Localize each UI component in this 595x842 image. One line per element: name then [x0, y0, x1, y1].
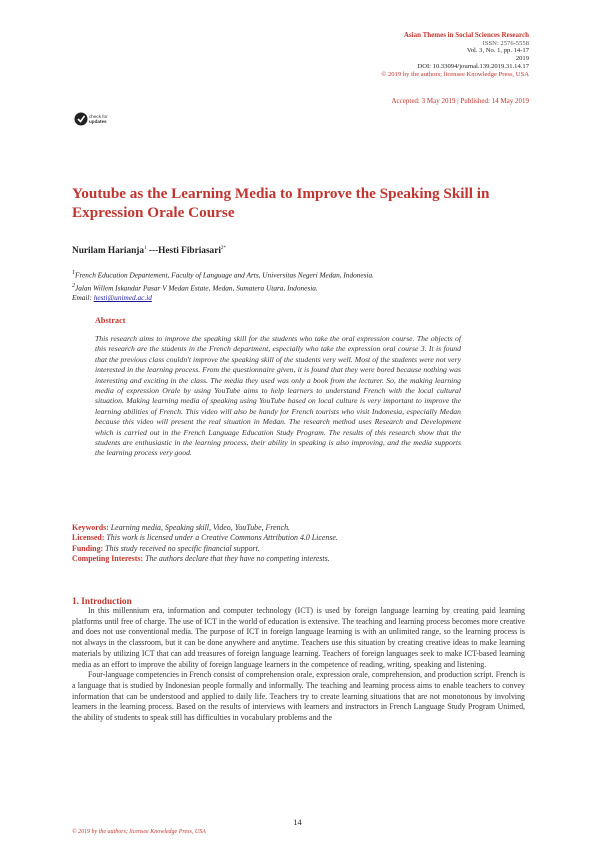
author-1: Nurilam Harianja [72, 246, 145, 257]
journal-copyright: © 2019 by the authors; licensee Knowledge Press, USA [381, 70, 529, 78]
affiliation-1: $^1$French Education Departement, Faculty of Language and Arts, Universitas Negeri Medan, Indonesia. [72, 270, 374, 280]
paper-title: Youtube as the Learning Media to Improve the Speaking Skill in Expression Orale Course [72, 185, 490, 221]
author-2-sup: 2* [220, 246, 226, 251]
licensed-line [72, 533, 532, 543]
journal-doi[interactable]: DOI: 10.33094/journal.139.2019.31.14.17 [417, 62, 529, 70]
section-body [72, 606, 525, 724]
page-number: 14 [293, 818, 302, 827]
keywords-value: Learning media, Speaking skill, Video, YouTube, French. [110, 523, 290, 532]
journal-issn: ISSN: 2576-5558 [482, 39, 529, 47]
article-meta [72, 523, 532, 564]
email-line [72, 293, 374, 303]
author-1-sup: 1 [144, 246, 147, 251]
journal-volume: Vol. 3, No. 1, pp. 14-17 [466, 47, 529, 55]
journal-header [381, 32, 529, 78]
crossmark-icon [74, 110, 110, 128]
funding-label: Funding: [72, 543, 106, 553]
publication-dates: Accepted: 3 May 2019 | Published: 14 May 2019 [391, 97, 529, 105]
keywords-line [72, 523, 532, 533]
footer-copyright: © 2019 by the authors; licensee Knowledge Press, USA [72, 829, 206, 835]
paragraph-1: In this millennium era, information and computer technology (ICT) is used by foreign language learning by creating paid learning platforms until free of charge. The use of ICT in the world of education is extensive. The teaching and learning process becomes more creative and does not use conventional media. The purpose of ICT in foreign language learning is with an unlimited range, so the learning process is not always in the classroom, but it can be done anywhere and anytime. Teachers use this situation by creating creative ideas to make learning materials by utilizing ICT that can add treasures of foreign language learning. Teachers of foreign languages seek to make ICT-based learning media as an effort to improve the ability of foreign language learners in the competence of reading, writing, speaking and listening. [72, 606, 525, 669]
licensed-label: Licensed: [72, 533, 107, 543]
keywords-label: Keywords: [72, 523, 111, 532]
journal-name: Asian Themes in Social Sciences Research [403, 31, 529, 39]
author-separator: --- [146, 246, 159, 257]
crossmark-badge[interactable] [74, 110, 110, 128]
email-link[interactable]: hesti@unimed.ac.id [93, 293, 152, 303]
interests-line [72, 554, 532, 564]
email-label: Email: [72, 293, 94, 303]
affiliations [72, 268, 374, 303]
abstract-text: This research aims to improve the speaking skill for the students who take the oral expression course. The objects of this research are the students in the French department, especially who take the expression oral course 3. It is found that the previous class couldn't improve the speaking skill of the students very well. Most of the students were not very interested in the learning process. From the questionnaire given, it is found that they were bored because nothing was interesting and exciting in the class. The media they used was only a book from the lecturer. So, the making learning media of expression Orale by using YouTube aims to help learners to understand French with the local cultural situation. Making learning media of speaking using YouTube based on local culture is very important to improve the learning abilities of French. This video will also be handy for French tourists who visit Indonesia, especially Medan because this video will present the real situation in Medan. The research method uses Research and Development which is carried out in the French Language Education Study Program. The results of this research show that the students are enthusiastic in the learning process, their ability in speaking is also improving, and the media supports the learning process very good. [95, 334, 461, 458]
interests-label: Competing Interests: [72, 553, 146, 563]
crossmark-line2: updates [89, 119, 107, 124]
author-line [72, 246, 226, 256]
funding-value: This study received no specific financial support. [105, 543, 260, 553]
paragraph-2: Four-language competencies in French consist of comprehension orale, expression orale, comprehension, and production script. French is a language that is studied by Indonesian people formally and informally. The teaching and learning process aims to enable teachers to convey information that can be understood and applied to daily life. Teachers try to create learning situations that are not monotonous by involving learners in the learning process. Based on the results of interviews with learners and instructors in French Language Study Program Unimed, the ability of students to speak still has difficulties in vocabulary problems and the [72, 670, 525, 723]
licensed-value: This work is licensed under a Creative Commons Attribution 4.0 License. [106, 533, 338, 543]
crossmark-line1: check for [89, 114, 108, 119]
abstract-heading: Abstract [95, 316, 126, 325]
affiliation-2: $^2$Jalan Willem Iskandar Pasar V Medan Estate, Medan, Sumatera Utara, Indonesia. [72, 282, 318, 293]
section-heading: 1. Introduction [72, 597, 132, 607]
funding-line [72, 544, 532, 554]
interests-value: The authors declare that they have no competing interests. [145, 553, 330, 563]
author-2: Hesti Fibriasari [158, 246, 221, 257]
journal-year: 2019 [515, 55, 529, 63]
